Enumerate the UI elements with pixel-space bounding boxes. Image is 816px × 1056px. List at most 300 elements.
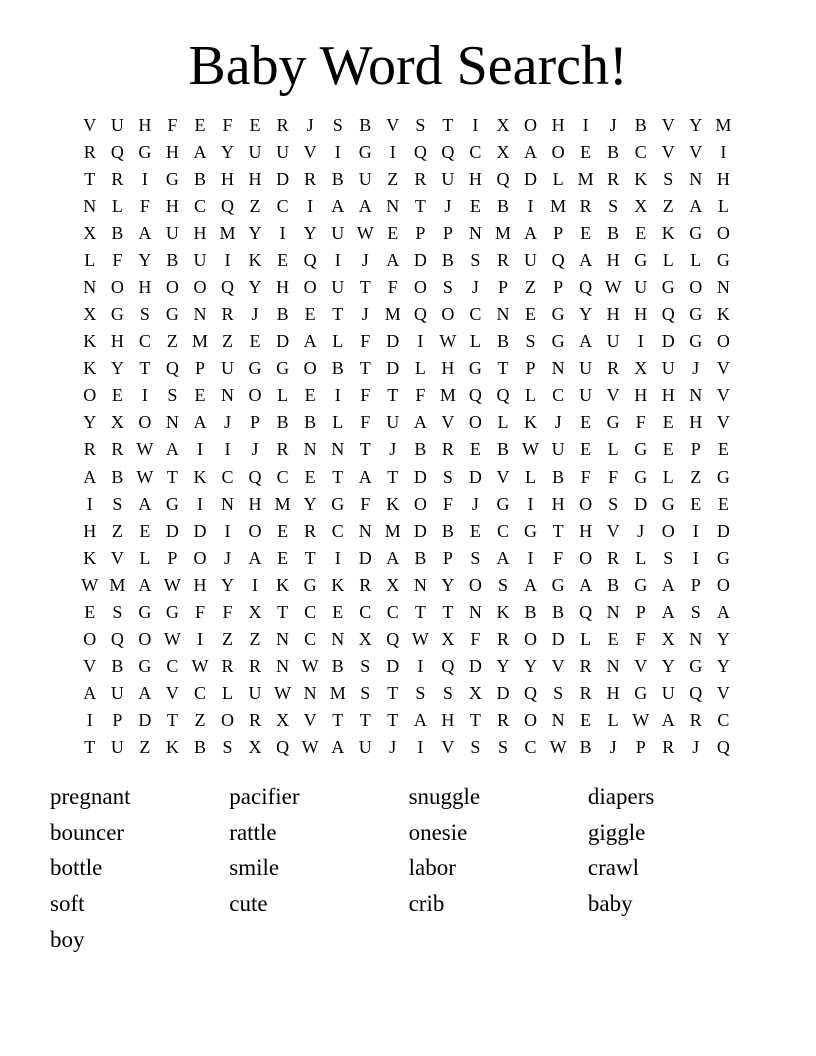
grid-letter: G [468,358,482,379]
grid-letter: D [358,547,372,568]
word-list-item: bottle [50,855,103,881]
grid-letter: N [331,439,345,460]
grid-letter: S [442,277,453,297]
grid-letter: Z [166,331,178,352]
grid-letter: B [441,249,454,270]
grid-letter: N [303,683,317,704]
grid-letter: Y [303,493,317,514]
grid-letter: O [689,277,703,297]
word-list-column [588,779,767,922]
grid-letter: W [356,222,374,243]
grid-letter: I [86,493,93,514]
grid-letter: X [634,358,648,379]
grid-letter: F [360,412,371,433]
grid-letter: E [277,547,289,568]
grid-letter: U [331,277,345,297]
grid-letter: I [527,547,534,568]
grid-letter: C [524,737,537,758]
grid-letter: G [138,141,152,162]
grid-letter: T [304,547,316,568]
grid-letter: C [276,195,289,216]
grid-letter: Y [579,304,593,325]
grid-letter: G [661,277,675,297]
grid-letter: Z [111,520,123,541]
grid-letter: B [524,601,537,622]
grid-letter: S [442,683,453,704]
grid-letter: R [496,249,509,270]
grid-letter: N [303,439,317,460]
grid-letter: H [221,168,234,189]
grid-letter: F [580,466,591,487]
grid-letter: E [194,114,206,135]
grid-letter: S [360,683,371,704]
grid-letter: H [606,249,620,270]
grid-letter: T [332,466,344,487]
grid-letter: P [415,222,426,243]
grid-letter: B [166,249,179,270]
grid-letter: I [334,249,341,270]
grid-letter: G [138,656,152,677]
word-list [50,779,790,958]
grid-letter: X [634,195,648,216]
grid-letter: I [224,439,231,460]
grid-letter: X [248,737,262,758]
grid-letter: I [224,249,231,270]
grid-letter: X [496,141,510,162]
grid-letter: P [167,547,178,568]
grid-letter: N [386,195,400,216]
grid-letter: S [222,737,233,758]
grid-letter: G [689,656,703,677]
grid-letter: K [386,493,400,514]
grid-letter: R [304,168,317,189]
grid-letter: M [550,195,567,216]
grid-letter: W [549,737,567,758]
grid-letter: D [276,331,290,352]
grid-letter: M [384,304,401,325]
grid-letter: J [389,737,397,758]
grid-letter: N [221,493,234,514]
grid-letter: E [304,466,316,487]
grid-letter: H [606,683,620,704]
grid-letter: H [634,385,648,406]
grid-letter: U [386,412,400,433]
grid-letter: L [277,385,289,406]
grid-letter: I [417,656,424,677]
grid-letter: X [248,601,262,622]
grid-letter: S [112,493,123,514]
grid-letter: I [334,385,341,406]
grid-letter: A [138,683,152,704]
grid-letter: N [551,358,565,379]
grid-letter: N [193,304,207,325]
grid-letter: C [717,710,730,731]
grid-letter: B [496,439,509,460]
grid-letter: G [634,249,648,270]
grid-letter: A [83,466,97,487]
grid-letter: I [252,574,259,595]
grid-letter: D [386,358,400,379]
grid-letter: T [442,601,454,622]
grid-letter: C [552,385,565,406]
grid-letter: I [224,520,231,541]
grid-letter: L [414,358,426,379]
grid-letter: D [413,520,427,541]
grid-letter: N [606,601,620,622]
grid-letter: V [303,710,317,731]
grid-letter: W [301,656,319,677]
grid-letter: P [194,358,205,379]
grid-letter: Q [413,141,427,162]
grid-letter: C [193,683,206,704]
grid-letter: T [332,710,344,731]
grid-letter: A [661,601,675,622]
grid-letter: R [83,141,96,162]
grid-letter: R [579,656,592,677]
word-list-item: boy [50,926,85,952]
grid-letter: O [248,520,262,541]
grid-letter: J [471,277,479,297]
grid-letter: A [716,601,730,622]
word-list-item: diapers [587,784,655,809]
grid-letter: Q [468,385,482,406]
grid-letter: R [359,574,372,595]
grid-letter: T [359,710,371,731]
grid-letter: F [360,331,371,352]
grid-letter: G [634,439,648,460]
grid-letter: E [304,385,316,406]
grid-letter: X [276,710,290,731]
grid-letter: V [83,656,97,677]
grid-letter: I [389,141,396,162]
grid-letter: C [276,466,289,487]
word-list-item: pregnant [50,784,131,809]
grid-letter: H [165,195,179,216]
grid-letter: P [442,547,453,568]
grid-letter: K [634,168,648,189]
grid-letter: R [607,168,620,189]
grid-letter: F [222,601,233,622]
grid-letter: H [441,358,455,379]
grid-letter: R [607,358,620,379]
grid-letter: Y [248,277,262,297]
grid-letter: X [386,574,400,595]
grid-letter: E [635,222,647,243]
grid-letter: T [84,737,96,758]
grid-letter: B [496,195,509,216]
grid-letter: K [193,466,207,487]
grid-letter: N [496,304,510,325]
grid-letter: J [609,114,617,135]
grid-letter: Q [441,656,455,677]
grid-letter: G [551,574,565,595]
grid-letter: W [301,737,319,758]
grid-letter: S [112,601,123,622]
grid-letter: I [582,114,589,135]
grid-letter: N [689,168,703,189]
grid-letter: P [442,222,453,243]
grid-letter: R [304,520,317,541]
grid-letter: K [83,547,97,568]
grid-letter: G [165,601,179,622]
grid-letter: B [304,412,317,433]
grid-letter: I [196,629,203,650]
grid-letter: N [606,656,620,677]
word-list-item: cute [229,891,268,917]
grid-letter: O [138,629,152,650]
grid-letter: M [109,574,126,595]
grid-letter: U [248,683,262,704]
grid-letter: S [497,574,508,595]
grid-letter: I [692,520,699,541]
grid-letter: G [551,331,565,352]
grid-letter: R [111,439,124,460]
grid-letter: L [662,466,674,487]
grid-letter: B [552,466,565,487]
grid-letter: O [716,574,730,595]
grid-letter: U [358,737,372,758]
grid-letter: Q [716,737,730,758]
grid-letter: Z [690,466,702,487]
grid-letter: S [360,656,371,677]
word-list-item: snuggle [408,784,481,809]
grid-letter: O [468,574,482,595]
grid-letter: I [334,141,341,162]
grid-letter: I [279,222,286,243]
grid-letter: A [303,331,317,352]
grid-letter: E [387,222,399,243]
grid-letter: V [634,656,648,677]
grid-letter: G [716,547,730,568]
grid-letter: D [468,466,482,487]
grid-letter: H [468,168,482,189]
grid-letter: H [579,520,593,541]
grid-letter: U [551,439,565,460]
grid-letter: A [413,710,427,731]
grid-letter: S [663,168,674,189]
grid-letter: O [413,277,427,297]
grid-letter: C [386,601,399,622]
grid-letter: H [248,493,262,514]
grid-letter: G [634,466,648,487]
grid-letter: Q [221,277,234,297]
grid-letter: D [193,520,207,541]
grid-letter: F [167,114,178,135]
grid-letter: S [608,493,619,514]
grid-letter: P [250,412,261,433]
grid-letter: B [331,168,344,189]
word-list-item: smile [229,855,280,881]
grid-letter: H [441,710,455,731]
grid-letter: O [110,277,124,297]
grid-letter: Q [386,629,400,650]
grid-letter: Q [276,737,290,758]
grid-letter: E [277,249,289,270]
grid-letter: F [608,466,619,487]
grid-letter: I [637,331,644,352]
grid-letter: E [111,385,123,406]
grid-letter: H [83,520,97,541]
grid-letter: C [469,141,482,162]
grid-letter: N [83,277,97,297]
grid-letter: J [224,412,232,433]
grid-letter: E [580,222,592,243]
grid-letter: E [139,520,151,541]
grid-letter: F [415,385,426,406]
grid-letter: W [522,439,540,460]
word-list-item: crawl [587,855,639,881]
grid-letter: E [469,439,481,460]
grid-letter: F [635,629,646,650]
grid-letter: E [580,141,592,162]
grid-letter: C [359,601,372,622]
grid-letter: O [524,629,538,650]
grid-letter: F [112,249,123,270]
word-list-item: crib [408,891,445,917]
grid-letter: Q [165,358,179,379]
grid-letter: H [634,304,648,325]
grid-letter: R [441,439,454,460]
word-list-item: soft [50,891,85,917]
grid-letter: V [551,656,565,677]
grid-letter: I [141,168,148,189]
grid-letter: C [138,331,151,352]
grid-letter: N [689,385,703,406]
grid-letter: X [661,629,675,650]
grid-letter: L [332,331,344,352]
grid-letter: J [306,114,314,135]
grid-letter: G [248,358,262,379]
grid-letter: A [579,249,593,270]
grid-letter: V [606,385,620,406]
grid-letter: P [690,574,701,595]
grid-letter: C [469,304,482,325]
grid-letter: T [387,385,399,406]
grid-letter: A [358,195,372,216]
grid-letter: D [276,168,290,189]
grid-letter: B [634,114,647,135]
grid-letter: I [196,439,203,460]
word-list-item: pacifier [229,784,300,809]
grid-letter: V [716,412,730,433]
grid-letter: J [637,520,645,541]
grid-letter: R [276,114,289,135]
grid-letter: A [661,574,675,595]
grid-letter: H [716,168,730,189]
grid-letter: U [110,683,124,704]
grid-letter: E [304,304,316,325]
grid-letter: M [494,222,511,243]
grid-letter: U [634,277,648,297]
grid-letter: F [635,412,646,433]
grid-letter: I [527,195,534,216]
grid-letter: A [689,195,703,216]
grid-letter: N [468,222,482,243]
grid-letter: A [138,574,152,595]
grid-letter: D [496,683,510,704]
grid-letter: V [386,114,400,135]
grid-letter: Q [661,304,675,325]
grid-letter: J [692,737,700,758]
grid-letter: G [661,493,675,514]
grid-letter: W [81,574,99,595]
grid-letter: V [441,412,455,433]
grid-letter: I [692,547,699,568]
grid-letter: R [689,710,702,731]
grid-letter: J [609,737,617,758]
grid-letter: P [553,222,564,243]
grid-letter: A [524,141,538,162]
grid-letter: N [413,574,427,595]
grid-letter: C [221,466,234,487]
grid-letter: G [606,412,620,433]
grid-letter: C [193,195,206,216]
grid-letter: U [276,141,290,162]
grid-letter: Y [716,656,730,677]
grid-letter: G [303,574,317,595]
grid-letter: L [717,195,729,216]
grid-letter: T [414,195,426,216]
grid-letter: X [468,683,482,704]
grid-letter: G [689,331,703,352]
grid-letter: F [194,601,205,622]
grid-letter: C [496,520,509,541]
grid-letter: F [139,195,150,216]
grid-letter: N [468,601,482,622]
grid-letter: L [607,710,619,731]
grid-letter: O [468,412,482,433]
grid-letter: E [469,195,481,216]
grid-letter: Q [413,304,427,325]
grid-letter: T [387,466,399,487]
grid-letter: S [139,304,150,325]
grid-letter: D [386,331,400,352]
grid-letter: H [551,114,565,135]
grid-letter: N [716,277,730,297]
grid-letter: E [277,520,289,541]
grid-letter: T [277,601,289,622]
grid-letter: Z [525,277,537,297]
grid-letter: V [83,114,97,135]
grid-letter: G [716,466,730,487]
grid-letter: G [689,222,703,243]
grid-letter: V [606,520,620,541]
grid-letter: G [716,249,730,270]
grid-letter: O [716,222,730,243]
grid-letter: F [553,547,564,568]
grid-letter: V [165,683,179,704]
grid-letter: A [193,412,207,433]
grid-letter: B [607,141,620,162]
grid-letter: E [580,439,592,460]
grid-letter: L [525,466,537,487]
grid-letter: O [193,277,207,297]
grid-letter: G [551,304,565,325]
grid-letter: M [274,493,291,514]
grid-letter: F [442,493,453,514]
grid-letter: I [720,141,727,162]
grid-letter: J [444,195,452,216]
grid-letter: R [607,547,620,568]
grid-letter: S [525,331,536,352]
grid-letter: O [83,629,97,650]
grid-letter: L [332,412,344,433]
grid-letter: H [661,385,675,406]
grid-letter: B [111,656,124,677]
grid-letter: Y [221,574,234,595]
grid-letter: F [360,493,371,514]
grid-letter: N [276,656,290,677]
